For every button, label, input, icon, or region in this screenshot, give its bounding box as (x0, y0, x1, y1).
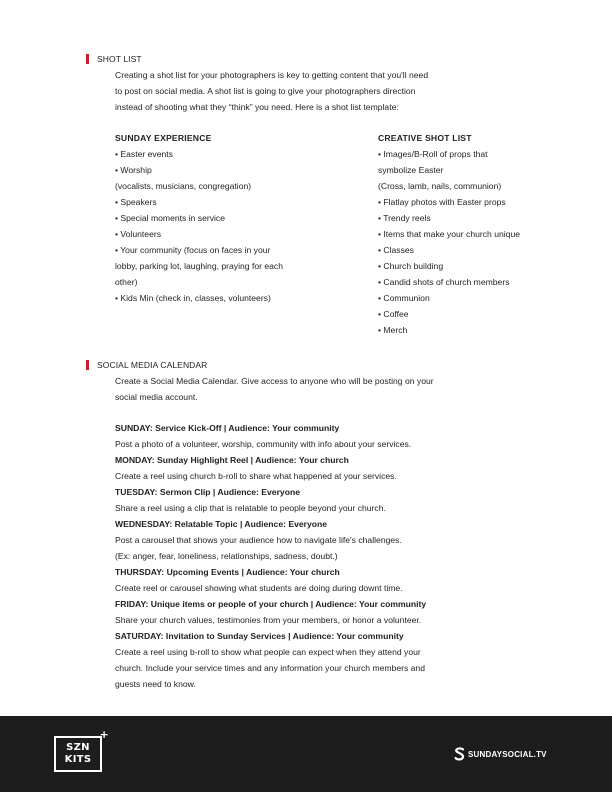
list-item: • Speakers (115, 197, 157, 207)
list-item: • Your community (focus on faces in your (115, 245, 271, 255)
calendar-heading (86, 360, 207, 370)
intro-line: Creating a shot list for your photographers is key to getting content that you'll need (115, 70, 429, 80)
day-title: SATURDAY: Invitation to Sunday Services | Audience: Your community (115, 631, 404, 641)
sunday-experience-column (115, 130, 283, 306)
szn-kits-logo (54, 728, 109, 772)
plus-icon: + (99, 728, 109, 741)
day-description: Create reel or carousel showing what students are doing during downt time. (115, 583, 403, 593)
list-item: • Merch (378, 325, 408, 335)
logo-line: SZN (66, 742, 90, 753)
shot-list-heading (86, 54, 142, 64)
intro-line: instead of shooting what they “think” you need. Here is a shot list template: (115, 102, 399, 112)
shot-list-intro (115, 67, 428, 115)
calendar-heading-label: SOCIAL MEDIA CALENDAR (97, 360, 208, 370)
day-description: Share your church values, testimonies from your members, or honor a volunteer. (115, 615, 422, 625)
list-item: • Trendy reels (378, 213, 431, 223)
day-entry-wednesday (115, 516, 426, 564)
day-description: Post a photo of a volunteer, worship, community with info about your services. (115, 439, 412, 449)
footer-bar (0, 716, 612, 792)
day-title: MONDAY: Sunday Highlight Reel | Audience: Your church (115, 455, 349, 465)
heading-accent-bar (86, 360, 89, 370)
list-item: • Worship (115, 165, 152, 175)
shot-list-heading-label: SHOT LIST (97, 54, 142, 64)
list-item: • Images/B-Roll of props that (378, 149, 488, 159)
intro-line: social media account. (115, 392, 198, 402)
list-item: • Classes (378, 245, 414, 255)
day-description: guests need to know. (115, 679, 196, 689)
creative-shot-list-column (378, 130, 520, 338)
list-item: • Flatlay photos with Easter props (378, 197, 506, 207)
creative-shot-list-title: CREATIVE SHOT LIST (378, 133, 472, 143)
day-description: Create a reel using church b-roll to share what happened at your services. (115, 471, 397, 481)
list-item: • Candid shots of church members (378, 277, 510, 287)
day-entry-friday (115, 596, 426, 628)
sunday-social-logo (454, 747, 547, 761)
list-item: • Easter events (115, 149, 173, 159)
list-item: • Communion (378, 293, 430, 303)
sunday-experience-title: SUNDAY EXPERIENCE (115, 133, 212, 143)
list-item: • Special moments in service (115, 213, 225, 223)
calendar-schedule (115, 420, 426, 692)
calendar-intro (115, 373, 434, 405)
list-item: lobby, parking lot, laughing, praying for each (115, 261, 284, 271)
day-description: church. Include your service times and any information your church members and (115, 663, 425, 673)
list-item: symbolize Easter (378, 165, 444, 175)
list-item: (Cross, lamb, nails, communion) (378, 181, 502, 191)
logo-line: KITS (64, 754, 92, 765)
day-description: Post a carousel that shows your audience how to navigate life's challenges. (115, 535, 402, 545)
day-title: THURSDAY: Upcoming Events | Audience: Your church (115, 567, 340, 577)
intro-line: Create a Social Media Calendar. Give access to anyone who will be posting on your (115, 376, 434, 386)
day-entry-saturday (115, 628, 426, 692)
day-entry-thursday (115, 564, 426, 596)
day-description: Share a reel using a clip that is relatable to people beyond your church. (115, 503, 386, 513)
day-entry-tuesday (115, 484, 426, 516)
list-item: (vocalists, musicians, congregation) (115, 181, 252, 191)
list-item: • Church building (378, 261, 444, 271)
list-item: • Kids Min (check in, classes, volunteers) (115, 293, 271, 303)
day-title: TUESDAY: Sermon Clip | Audience: Everyone (115, 487, 300, 497)
day-title: WEDNESDAY: Relatable Topic | Audience: Everyone (115, 519, 328, 529)
day-description: (Ex: anger, fear, loneliness, relationships, sadness, doubt.) (115, 551, 338, 561)
list-item: • Volunteers (115, 229, 162, 239)
day-entry-monday (115, 452, 426, 484)
intro-line: to post on social media. A shot list is going to give your photographers direction (115, 86, 416, 96)
day-title: FRIDAY: Unique items or people of your church | Audience: Your community (115, 599, 427, 609)
sunday-social-logo-text: SUNDAYSOCIAL.TV (468, 749, 547, 759)
list-item: • Items that make your church unique (378, 229, 521, 239)
sunday-social-s-icon (454, 747, 465, 761)
list-item: other) (115, 277, 138, 287)
heading-accent-bar (86, 54, 89, 64)
list-item: • Coffee (378, 309, 409, 319)
day-entry-sunday (115, 420, 426, 452)
day-description: Create a reel using b-roll to show what people can expect when they attend your (115, 647, 421, 657)
day-title: SUNDAY: Service Kick-Off | Audience: Your community (115, 423, 340, 433)
